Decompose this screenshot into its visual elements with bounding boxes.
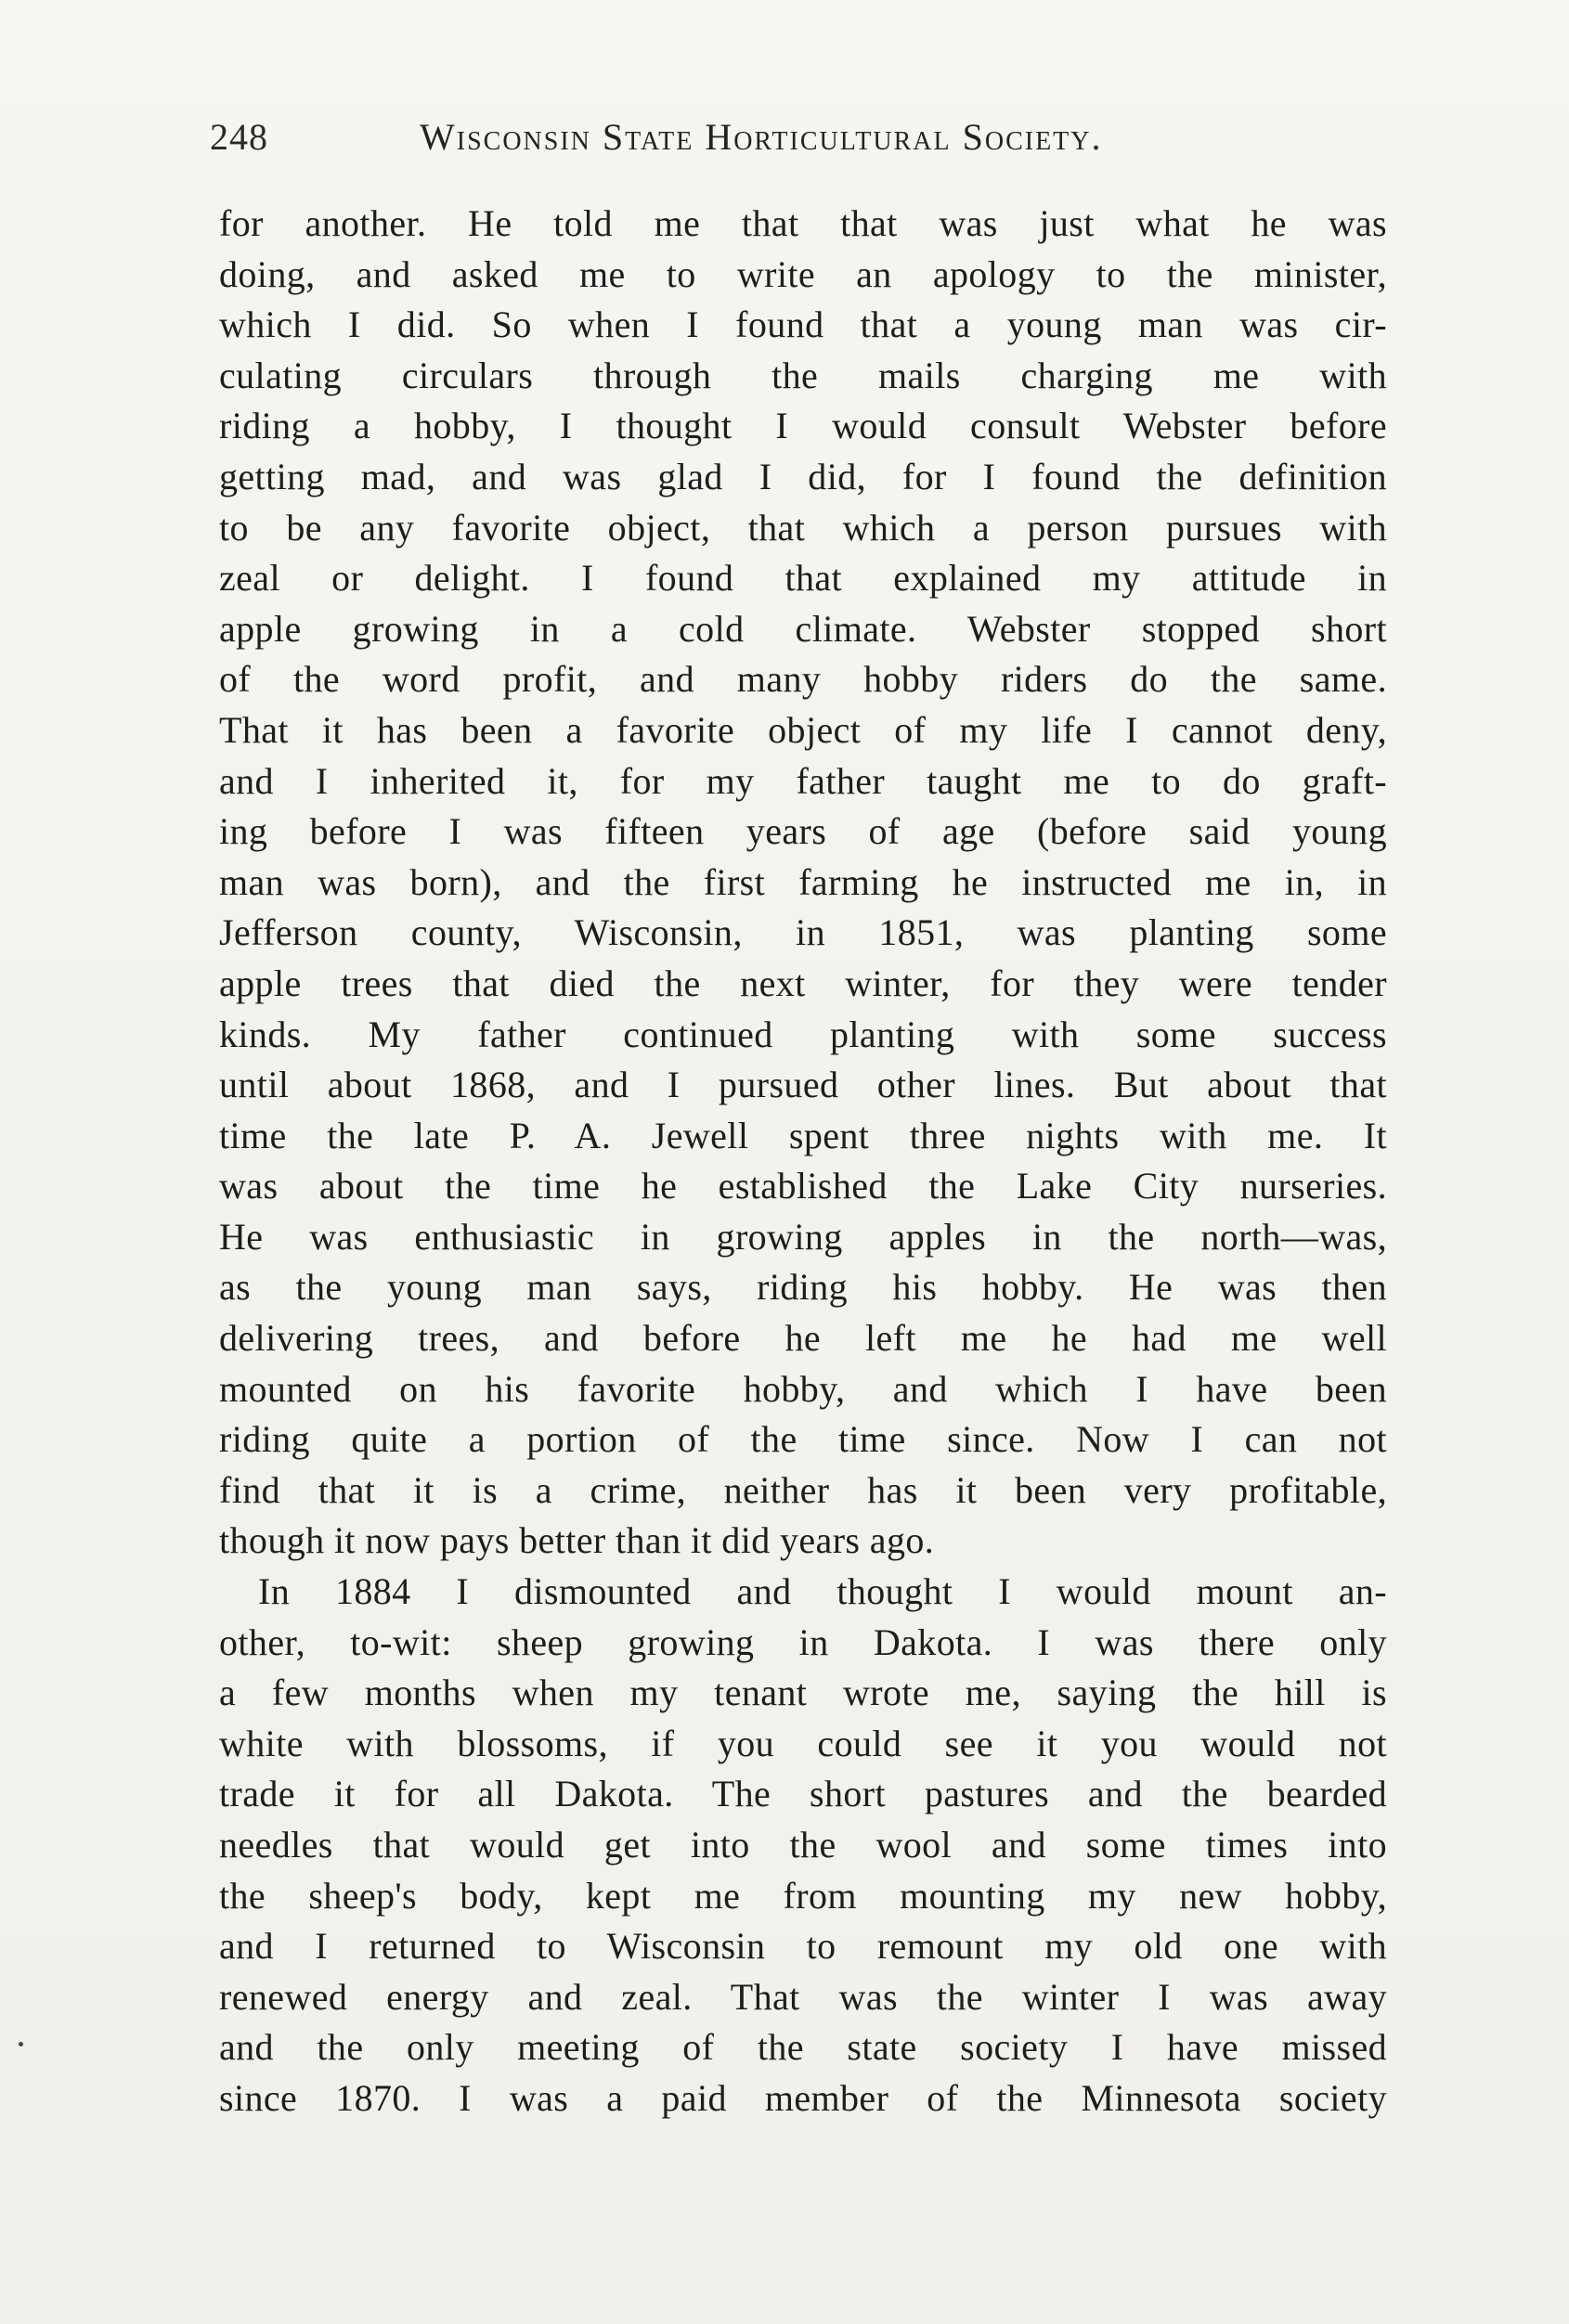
scan-speck (19, 2042, 23, 2046)
text-line: culating circulars through the mails charging me with (219, 354, 1387, 396)
text-line: delivering trees, and before he left me he had me well (219, 1317, 1387, 1360)
text-line: apple growing in a cold climate. Webster stopped short (219, 607, 1387, 650)
text-line: mounted on his favorite hobby, and which I have been (219, 1367, 1387, 1410)
text-line: riding a hobby, I thought I would consult Webster before (219, 405, 1387, 447)
text-line: a few months when my tenant wrote me, saying the hill is (219, 1672, 1387, 1714)
text-line: riding quite a portion of the time since. Now I can not (219, 1418, 1387, 1461)
text-line: needles that would get into the wool and some times into (219, 1824, 1387, 1866)
text-line: to be any favorite object, that which a person pursues with (219, 506, 1387, 549)
text-line: which I did. So when I found that a young man was cir- (219, 303, 1387, 346)
text-line: since 1870. I was a paid member of the Minnesota society (219, 2076, 1387, 2119)
text-line: Jefferson county, Wisconsin, in 1851, was planting some (219, 911, 1387, 954)
text-line: getting mad, and was glad I did, for I found the definition (219, 455, 1387, 497)
text-line: man was born), and the first farming he instructed me in, in (219, 860, 1387, 903)
text-line: That it has been a favorite object of my life I cannot deny, (219, 708, 1387, 751)
text-line: find that it is a crime, neither has it been very profitable, (219, 1468, 1387, 1511)
text-line: though it now pays better than it did years ago. (219, 1519, 935, 1562)
text-line: as the young man says, riding his hobby. He was then (219, 1266, 1387, 1309)
page-number: 248 (210, 116, 268, 158)
text-line: of the word profit, and many hobby riders do the same. (219, 658, 1387, 701)
text-line: doing, and asked me to write an apology to the minister, (219, 252, 1387, 295)
running-head: Wisconsin State Horticultural Society. (420, 116, 1103, 158)
page-header (210, 110, 1231, 165)
text-line: renewed energy and zeal. That was the winter I was away (219, 1975, 1387, 2018)
text-line: He was enthusiastic in growing apples in the north—was, (219, 1215, 1387, 1258)
text-line: apple trees that died the next winter, for they were tender (219, 962, 1387, 1004)
text-line: kinds. My father continued planting with some success (219, 1013, 1387, 1055)
text-line: was about the time he established the Lake City nurseries. (219, 1165, 1387, 1207)
text-line: trade it for all Dakota. The short pastures and the bearded (219, 1773, 1387, 1815)
text-line: white with blossoms, if you could see it you would not (219, 1722, 1387, 1764)
text-line: and I returned to Wisconsin to remount my old one with (219, 1925, 1387, 1968)
text-line: and the only meeting of the state society I have missed (219, 2026, 1387, 2069)
text-line: zeal or delight. I found that explained my attitude in (219, 557, 1387, 600)
text-line: ing before I was fifteen years of age (before said young (219, 810, 1387, 853)
text-line: for another. He told me that that was just what he was (219, 202, 1387, 244)
text-line: In 1884 I dismounted and thought I would mount an- (258, 1570, 1387, 1613)
text-line: time the late P. A. Jewell spent three nights with me. It (219, 1114, 1387, 1156)
text-line: other, to-wit: sheep growing in Dakota. I was there only (219, 1620, 1387, 1663)
text-line: until about 1868, and I pursued other lines. But about that (219, 1064, 1387, 1106)
text-line: the sheep's body, kept me from mounting my new hobby, (219, 1874, 1387, 1917)
text-line: and I inherited it, for my father taught me to do graft- (219, 759, 1387, 802)
body-text (219, 199, 1387, 2124)
